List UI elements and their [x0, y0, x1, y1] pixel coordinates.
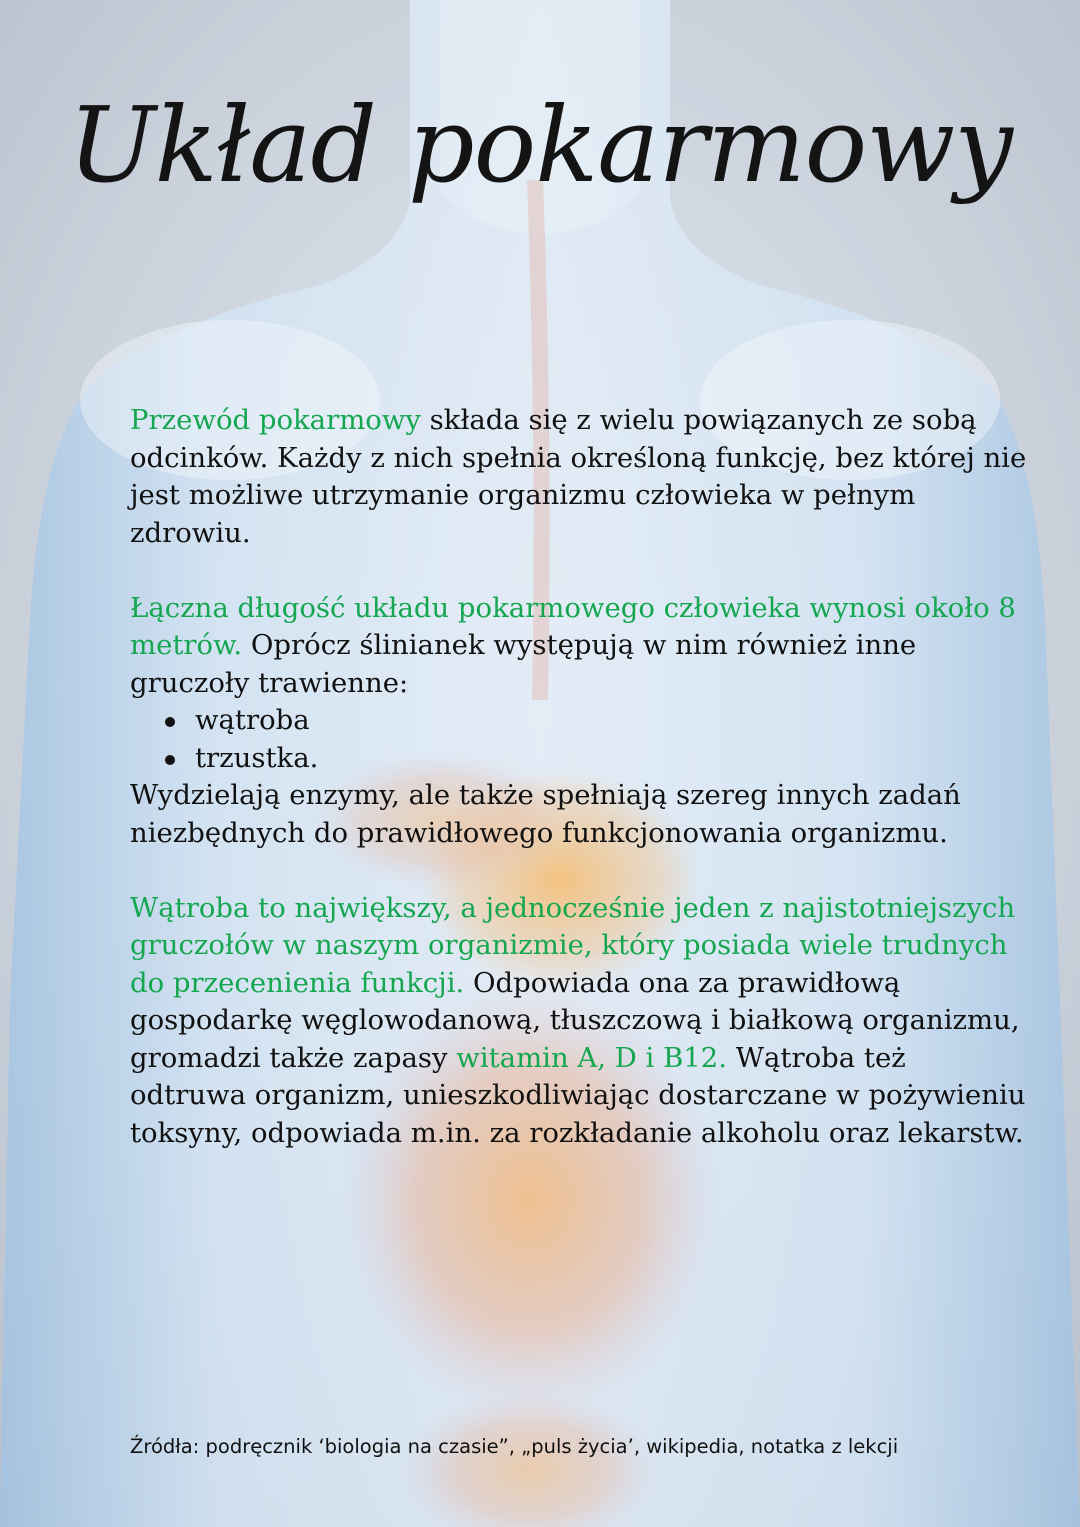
glands-list	[130, 702, 1030, 777]
highlight-digestive-tract: Przewód pokarmowy	[130, 404, 421, 436]
text-liver-functions: Odpowiada ona za prawidłową gospodarkę węglowodanową, tłuszczową i białkową organizmu, gromadzi także zapasy	[130, 966, 1020, 1074]
text-liver-detox: Wątroba też odtruwa organizm, unieszkodliwiając dostarczane w pożywieniu toksyny, odpowiada m.in. za rozkładanie alkoholu oraz lekarstw.	[130, 1041, 1026, 1149]
paragraph-system-length	[130, 590, 1030, 703]
sources-footnote: Źródła: podręcznik ‘biologia na czasie”, „puls życia’, wikipedia, notatka z lekcji	[130, 1435, 899, 1458]
paragraph-digestive-tract	[130, 402, 1030, 552]
page-title: Układ pokarmowy	[68, 84, 1012, 206]
text-glands-intro: Oprócz ślinianek występują w nim również inne gruczoły trawienne:	[130, 629, 917, 699]
highlight-liver: Wątroba to największy, a jednocześnie jeden z najistotniejszych gruczołów w naszym organizmie, który posiada wiele trudnych do przecenienia funkcji.	[130, 891, 1016, 999]
paragraph-enzymes: Wydzielają enzymy, ale także spełniają szereg innych zadań niezbędnych do prawidłowego funkcjonowania organizmu.	[130, 779, 961, 849]
list-item: trzustka.	[195, 740, 1030, 778]
highlight-vitamins: witamin A, D i B12.	[456, 1041, 728, 1074]
text-digestive-tract: składa się z wielu powiązanych ze sobą odcinków. Każdy z nich spełnia określoną funkcję, bez której nie jest możliwe utrzymanie organizmu człowieka w pełnym zdrowiu.	[130, 404, 1027, 549]
highlight-system-length: Łączna długość układu pokarmowego człowieka wynosi około 8 metrów.	[130, 591, 1016, 661]
paragraph-liver	[130, 890, 1030, 1153]
list-item: wątroba	[195, 702, 1030, 740]
main-content	[130, 402, 1030, 1152]
